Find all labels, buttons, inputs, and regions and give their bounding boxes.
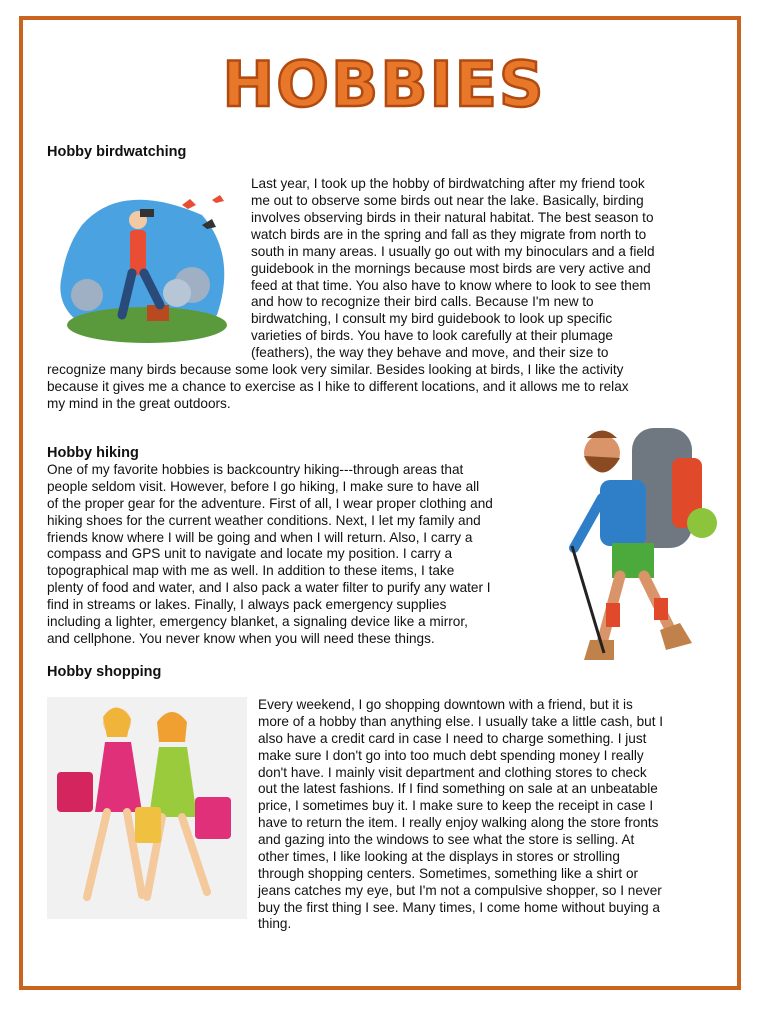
birdwatcher-illustration [52,185,232,355]
text-line: me out to observe some birds out near the lake. Basically, birding [251,193,644,208]
title-wordart [174,44,594,124]
text-line: birdwatching, I consult my bird guidebook to look up specific [251,311,613,326]
birdwatching-heading: Hobby birdwatching [47,144,187,160]
text-line: more of a hobby than anything else. I usually take a little cash, but I [258,714,664,729]
text-line: including a lighter, emergency blanket, a signaling device like a mirror, [47,614,468,629]
hiker-illustration [562,418,727,673]
text-line: make sure I don't go into too much debt spending money I really [258,748,644,763]
text-line: plenty of food and water, and I also pack a water filter to purify any water I [47,580,491,595]
text-line: thing. [258,916,292,931]
text-line: have to return the item. I really enjoy walking along the store fronts [258,815,659,830]
text-line: people seldom visit. However, before I go hiking, I make sure to have all [47,479,480,494]
text-line: find in streams or lakes. Finally, I always pack emergency supplies [47,597,447,612]
text-line: compass and GPS unit to navigate and locate my position. I carry a [47,546,453,561]
title-text: HOBBIES [222,48,546,121]
text-line: price, I sometimes buy it. I make sure to keep the receipt in case I [258,798,654,813]
text-line: because it gives me a chance to exercise as I hike to different locations, and it allows me to relax [47,379,629,394]
shoppers-illustration [47,697,247,924]
text-line: other times, I like looking at the displays in stores or strolling [258,849,620,864]
text-line: out the latest fashions. If I find something on sale at an unbeatable [258,781,658,796]
text-line: jeans catches my eye, but I'm not a compulsive shopper, so I never [258,883,662,898]
text-line: topographical map with me as well. In addition to these items, I take [47,563,455,578]
text-line: and how to recognize their bird calls. Because I'm new to [251,294,594,309]
text-line: friends know where I will be going and when I will return. Also, I carry a [47,530,473,545]
text-line: involves observing birds in their natural habitat. The best season to [251,210,654,225]
text-line: and gazing into the windows to see what the store is selling. At [258,832,635,847]
text-line: south in many areas. I usually go out with my binoculars and a field [251,244,655,259]
text-line: hiking shoes for the current weather conditions. Next, I let my family and [47,513,481,528]
page-title [0,44,768,124]
text-line: also have a credit card in case I need to charge something. I just [258,731,647,746]
text-line: One of my favorite hobbies is backcountry hiking---through areas that [47,462,464,477]
text-line: Every weekend, I go shopping downtown with a friend, but it is [258,697,633,712]
text-line: through shopping centers. Sometimes, something like a shirt or [258,866,639,881]
text-line: of the proper gear for the adventure. First of all, I wear proper clothing and [47,496,493,511]
text-line: watch birds are in the spring and fall as they migrate from north to [251,227,647,242]
text-line: my mind in the great outdoors. [47,396,231,411]
shopping-heading: Hobby shopping [47,664,162,680]
text-line: varieties of birds. You have to look carefully at their plumage [251,328,613,343]
text-line: guidebook in the mornings because most birds are very active and [251,261,651,276]
text-line: buy the first thing I see. Many times, I come home without buying a [258,900,660,915]
text-line: don't have. I mainly visit department and clothing stores to check [258,765,647,780]
text-line: Last year, I took up the hobby of birdwatching after my friend took [251,176,645,191]
text-line: recognize many birds because some look very similar. Besides looking at birds, I like the activity [47,362,624,377]
text-line: and cellphone. You never know when you will need these things. [47,631,435,646]
hiking-heading: Hobby hiking [47,445,139,461]
text-line: (feathers), the way they behave and move, and their size to [251,345,609,360]
text-line: feed at that time. You also have to know where to look to see them [251,278,651,293]
